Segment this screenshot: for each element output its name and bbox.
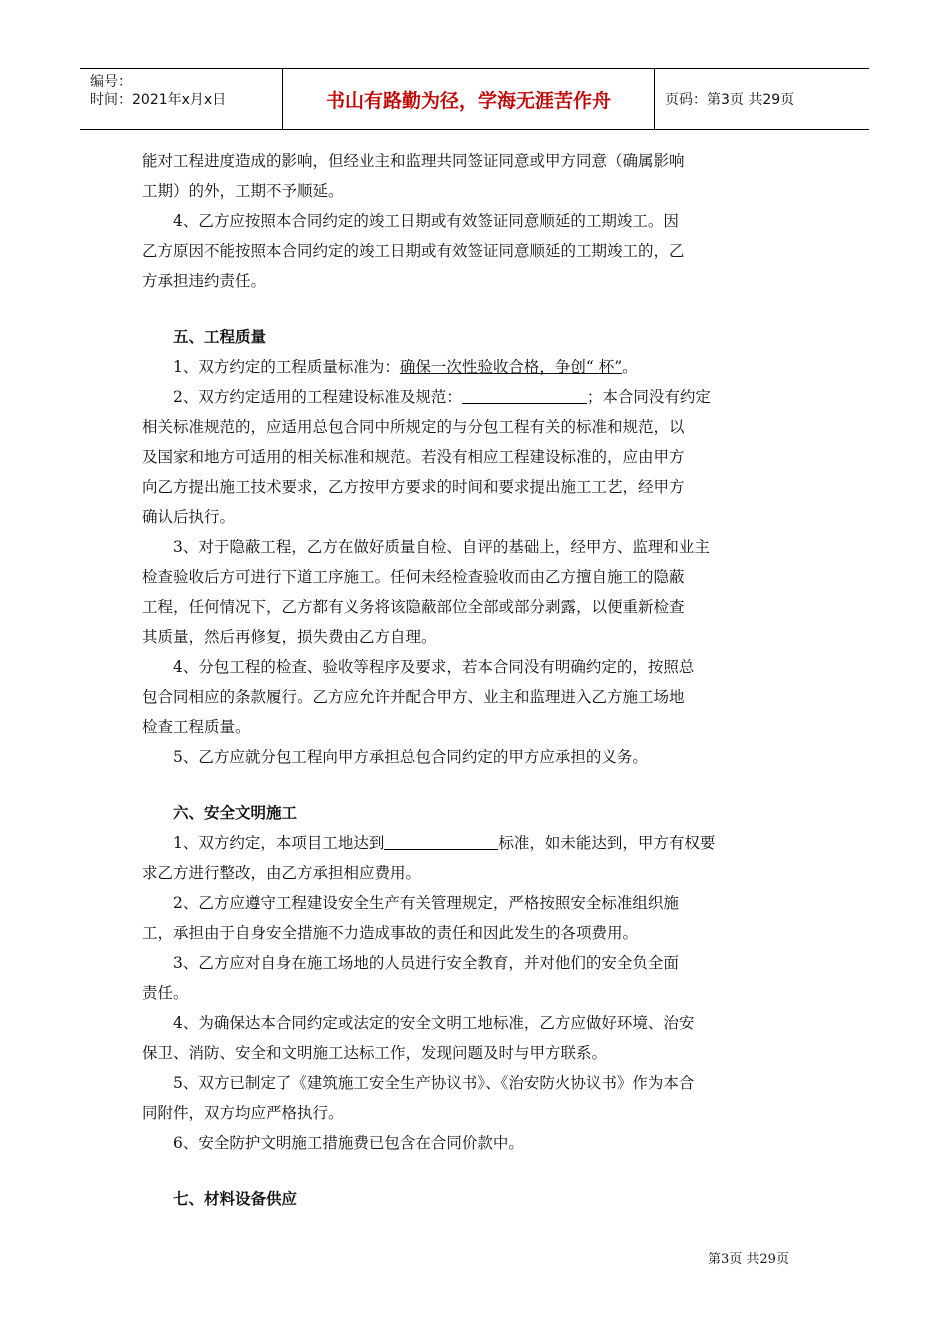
text-line: 2、乙方应遵守工程建设安全生产有关管理规定，严格按照安全标准组织施: [173, 894, 679, 912]
text-line: 6、安全防护文明施工措施费已包含在合同价款中。: [173, 1134, 524, 1152]
text-line: 检查工程质量。: [142, 718, 251, 736]
quality-standard-fill: 确保一次性验收合格，争创“ 杯”: [399, 358, 623, 376]
text-line: 向乙方提出施工技术要求，乙方按甲方要求的时间和要求提出施工工艺，经甲方: [142, 478, 685, 496]
text-line: 责任。: [142, 984, 189, 1002]
text-line: 方承担违约责任。: [142, 272, 267, 290]
text-line: 相关标准规范的，应适用总包合同中所规定的与分包工程有关的标准和规范，以: [142, 418, 685, 436]
text-line: 5、双方已制定了《建筑施工安全生产协议书》、《治安防火协议书》作为本合: [173, 1074, 695, 1092]
text-line: 能对工程进度造成的影响，但经业主和监理共同签证同意或甲方同意（确属影响: [142, 152, 685, 170]
text-line: 4、为确保达本合同约定或法定的安全文明工地标准，乙方应做好环境、治安: [173, 1014, 695, 1032]
text-line: 2、双方约定适用的工程建设标准及规范： ；本合同没有约定: [142, 382, 808, 412]
page-header: [80, 68, 869, 130]
text-line: 4、分包工程的检查、验收等程序及要求，若本合同没有明确约定的，按照总: [173, 658, 695, 676]
blank-field: [462, 383, 587, 404]
text-line: 工程，任何情况下，乙方都有义务将该隐蔽部位全部或部分剥露，以便重新检查: [142, 598, 685, 616]
text-line: 及国家和地方可适用的相关标准和规范。若没有相应工程建设标准的，应由甲方: [142, 448, 685, 466]
section-heading-materials: 七、材料设备供应: [173, 1190, 298, 1208]
text-line: 工，承担由于自身安全措施不力造成事故的责任和因此发生的各项费用。: [142, 924, 639, 942]
text-line: 求乙方进行整改，由乙方承担相应费用。: [142, 864, 422, 882]
text-line: 其质量，然后再修复，损失费由乙方自理。: [142, 628, 437, 646]
text-line: 乙方原因不能按照本合同约定的竣工日期或有效签证同意顺延的工期竣工的，乙: [142, 242, 685, 260]
header-meta: [80, 69, 282, 129]
text-line: 包合同相应的条款履行。乙方应允许并配合甲方、业主和监理进入乙方施工场地: [142, 688, 685, 706]
document-date: 时间：2021年x月x日: [90, 92, 227, 108]
text-line: 同附件，双方均应严格执行。: [142, 1104, 344, 1122]
header-page-info: 页码：第3页 共29页: [665, 92, 795, 108]
header-motto: 书山有路勤为径，学海无涯苦作舟: [282, 69, 655, 129]
text-line: 1、双方约定，本项目工地达到 标准，如未能达到，甲方有权要: [142, 828, 808, 858]
blank-field: [384, 829, 498, 850]
text-line: 检查验收后方可进行下道工序施工。任何未经检查验收而由乙方擅自施工的隐蔽: [142, 568, 685, 586]
text-line: 5、乙方应就分包工程向甲方承担总包合同约定的甲方应承担的义务。: [173, 748, 648, 766]
text-line: 工期）的外，工期不予顺延。: [142, 182, 344, 200]
text-line: 保卫、消防、安全和文明施工达标工作，发现问题及时与甲方联系。: [142, 1044, 608, 1062]
text-line: 4、乙方应按照本合同约定的竣工日期或有效签证同意顺延的工期竣工。因: [173, 212, 679, 230]
text-line: 3、乙方应对自身在施工场地的人员进行安全教育，并对他们的安全负全面: [173, 954, 679, 972]
text-line: 1、双方约定的工程质量标准为：确保一次性验收合格，争创“ 杯”。: [173, 358, 638, 376]
text-line: 确认后执行。: [142, 508, 236, 526]
section-heading-safety: 六、安全文明施工: [173, 804, 298, 822]
document-body: [142, 146, 808, 1214]
section-heading-quality: 五、工程质量: [173, 328, 267, 346]
page-footer: 第3页 共29页: [708, 1252, 789, 1267]
document-number-label: 编号：: [90, 74, 132, 90]
text-line: 3、对于隐蔽工程，乙方在做好质量自检、自评的基础上，经甲方、监理和业主: [173, 538, 710, 556]
